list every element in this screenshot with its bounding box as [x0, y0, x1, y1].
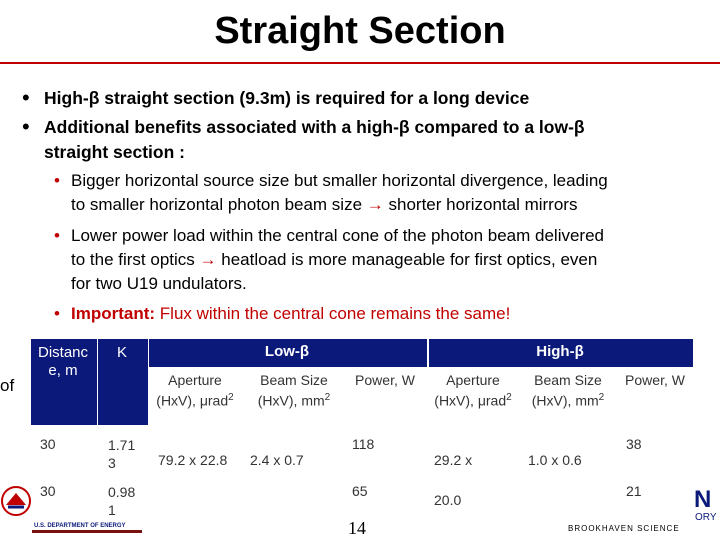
sub-bullet-2-line1: Lower power load within the central cone of the photon beam delivered — [71, 226, 605, 245]
header-k-label: K — [116, 344, 127, 361]
row2-distance: 30 — [40, 483, 56, 499]
row1-k: 1.71 3 — [108, 437, 136, 471]
doe-logo-icon — [0, 485, 32, 517]
row1-high-beam: 1.0 x 0.6 — [528, 452, 582, 468]
sub-bullet-2-line2a: to the first optics — [71, 250, 195, 269]
title-divider — [0, 62, 720, 64]
arrow-icon: → — [199, 250, 217, 269]
header-high-beta-label: High-β — [536, 343, 584, 360]
sub-bullet-3 — [54, 302, 714, 326]
row1-distance: 30 — [40, 436, 56, 452]
lab-label: BROOKHAVEN SCIENCE — [568, 524, 680, 533]
footer-bar — [32, 530, 142, 533]
high-power-header: Power, W — [625, 372, 685, 388]
row1-high-aperture: 29.2 x — [434, 452, 473, 468]
high-aperture-header: Aperture (HxV), μrad$^2$ — [434, 372, 512, 409]
sub-bullet-dot: • — [54, 171, 60, 190]
sub-bullet-dot: • — [54, 304, 60, 323]
sub-bullet-1 — [54, 169, 714, 217]
sub-bullet-2-line3: for two U19 undulators. — [71, 274, 247, 293]
header-distance-label: Distanc e, m — [37, 344, 89, 379]
right-logo-subtext: ORY — [695, 512, 717, 523]
low-beam-header: Beam Size (HxV), $mm^2$ — [257, 372, 331, 409]
bullet-1: High-β straight section (9.3m) is required for a long device — [44, 88, 530, 108]
important-label: Important: — [71, 304, 156, 323]
sub-bullet-1-line2a: to smaller horizontal photon beam size — [71, 195, 363, 214]
arrow-icon: → — [366, 195, 384, 214]
page-number: 14 — [348, 518, 366, 538]
low-power-header: Power, W — [355, 372, 415, 388]
doe-label: U.S. DEPARTMENT OF ENERGY — [34, 523, 126, 529]
bullet-2-cont: straight section : — [44, 142, 185, 162]
stray-text: of — [0, 376, 15, 395]
right-logo-text: N — [694, 486, 712, 513]
row1-high-power: 38 — [626, 436, 642, 452]
low-aperture-header: Aperture (HxV), μrad$^2$ — [156, 372, 234, 409]
header-low-beta-label: Low-β — [264, 343, 310, 360]
row1-low-beam: 2.4 x 0.7 — [250, 452, 304, 468]
sub-bullet-1-line2b: shorter horizontal mirrors — [388, 195, 578, 214]
row2-high-power: 21 — [626, 483, 642, 499]
sub-bullet-dot: • — [54, 226, 60, 245]
sub-bullet-2 — [54, 224, 714, 296]
bullet-2: Additional benefits associated with a high-β compared to a low-β — [44, 117, 585, 137]
row2-high-aperture: 20.0 — [434, 492, 462, 508]
important-text: Flux within the central cone remains the same! — [159, 304, 511, 323]
sub-bullet-1-line1: Bigger horizontal source size but smaller horizontal divergence, leading — [71, 171, 608, 190]
high-beam-header: Beam Size (HxV), $mm^2$ — [531, 372, 605, 409]
row2-low-power: 65 — [352, 483, 368, 499]
slide-title: Straight Section — [214, 10, 506, 52]
sub-bullet-2-line2b: heatload is more manageable for first optics, even — [221, 250, 598, 269]
bullet-dot: • — [22, 85, 30, 110]
row2-k: 0.98 1 — [108, 484, 136, 518]
row1-low-power: 118 — [352, 436, 375, 452]
row1-low-aperture: 79.2 x 22.8 — [158, 452, 228, 468]
bullet-dot: • — [22, 114, 30, 139]
